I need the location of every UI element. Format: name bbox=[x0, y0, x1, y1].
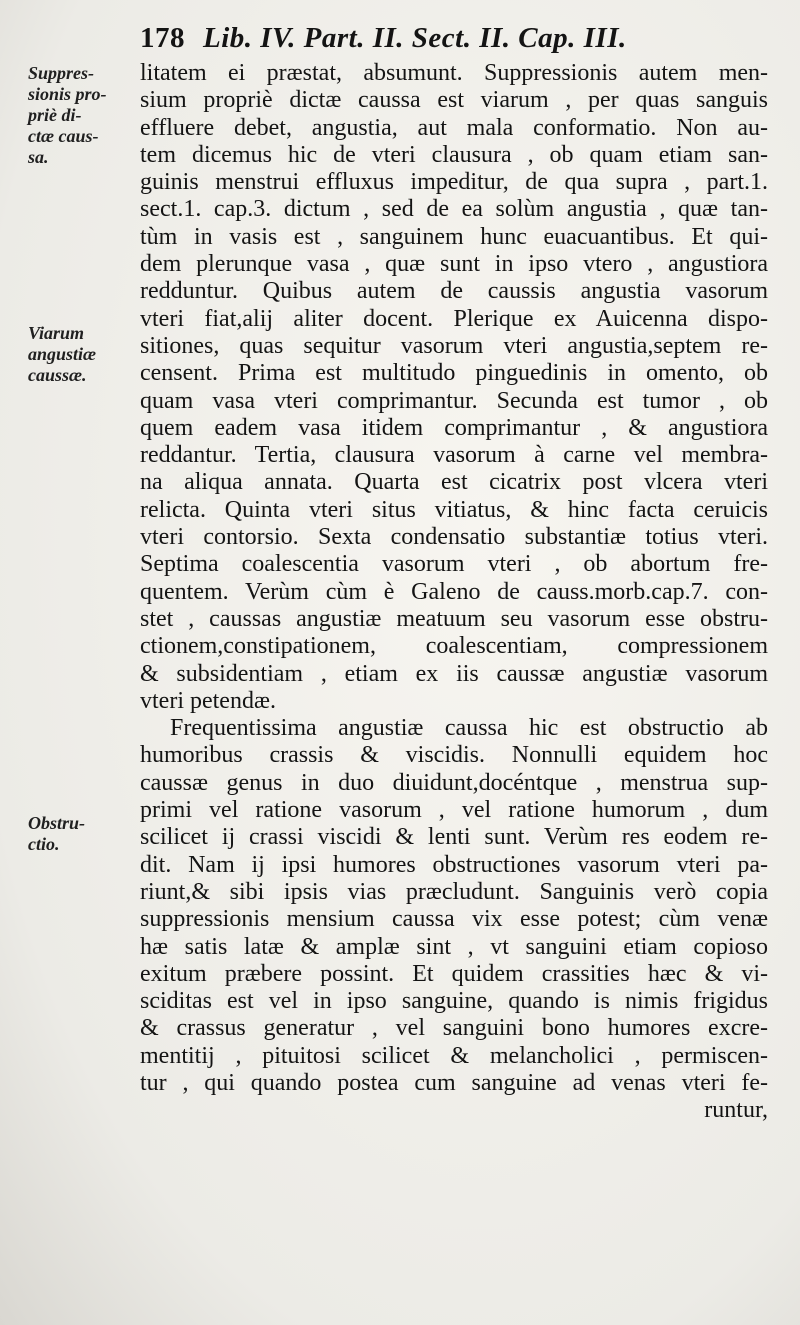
text-line: suppressionis mensium caussa vix esse potest; cùm venæ bbox=[140, 906, 768, 933]
text-line: tur , qui quando postea cum sanguine ad venas vteri fe- bbox=[140, 1069, 768, 1096]
text-line: mentitij , pituitosi scilicet & melancholici , permiscen- bbox=[140, 1042, 768, 1069]
marginal-note-line: sa. bbox=[28, 147, 49, 167]
marginal-note-line: Suppres- bbox=[28, 63, 95, 83]
text-line: sitiones, quas sequitur vasorum vteri angustia,septem re- bbox=[140, 332, 768, 359]
text-line: & subsidentiam , etiam ex iis caussæ angustiæ vasorum bbox=[140, 660, 768, 687]
running-header bbox=[140, 22, 780, 55]
text-line: caussæ genus in duo diuidunt,docéntque , menstrua sup- bbox=[140, 769, 768, 796]
text-line: vteri fiat,alij aliter docent. Plerique ex Auicenna dispo- bbox=[140, 305, 768, 332]
text-line: riunt,& sibi ipsis vias præcludunt. Sanguinis verò copia bbox=[140, 878, 768, 905]
text-line: quem eadem vasa itidem comprimantur , & angustiora bbox=[140, 414, 768, 441]
marginal-note-line: caussæ. bbox=[28, 365, 87, 385]
text-line: Frequentissima angustiæ caussa hic est obstructio ab bbox=[170, 715, 768, 742]
text-line: censent. Prima est multitudo pinguedinis in omento, ob bbox=[140, 360, 768, 387]
text-line: dem plerunque vasa , quæ sunt in ipso vtero , angustiora bbox=[140, 251, 768, 278]
marginal-note-line: angustiæ bbox=[28, 344, 97, 364]
running-head-title: Lib. IV. Part. II. Sect. II. Cap. III. bbox=[203, 22, 627, 54]
text-line: na aliqua annata. Quarta est cicatrix post vlcera vteri bbox=[140, 469, 768, 496]
text-line: humoribus crassis & viscidis. Nonnulli equidem hoc bbox=[140, 742, 768, 769]
text-line: stet , caussas angustiæ meatuum seu vasorum esse obstru- bbox=[140, 605, 768, 632]
marginal-note-obstruction bbox=[28, 813, 128, 855]
marginal-note-line: Obstru- bbox=[28, 813, 86, 833]
marginal-note-line: ctæ caus- bbox=[28, 126, 99, 146]
text-line: primi vel ratione vasorum , vel ratione humorum , dum bbox=[140, 797, 768, 824]
text-line: quam vasa vteri comprimantur. Secunda est tumor , ob bbox=[140, 387, 768, 414]
text-line: scilicet ij crassi viscidi & lenti sunt. Verùm res eodem re- bbox=[140, 824, 768, 851]
text-line: sect.1. cap.3. dictum , sed de ea solùm angustia , quæ tan- bbox=[140, 196, 768, 223]
text-line: sciditas est vel in ipso sanguine, quando is nimis frigidus bbox=[140, 988, 768, 1015]
marginal-note-line: ctio. bbox=[28, 834, 60, 854]
marginal-note-suppression bbox=[28, 63, 128, 168]
text-line: sium propriè dictæ caussa est viarum , per quas sanguis bbox=[140, 87, 768, 114]
text-line: & crassus generatur , vel sanguini bono humores excre- bbox=[140, 1015, 768, 1042]
text-line: dit. Nam ij ipsi humores obstructiones vasorum vteri pa- bbox=[140, 851, 768, 878]
text-line: tem dicemus hic de vteri clausura , ob quam etiam san- bbox=[140, 141, 768, 168]
page-number: 178 bbox=[140, 22, 185, 54]
text-line: exitum præbere possint. Et quidem crassities hæc & vi- bbox=[140, 960, 768, 987]
text-line: vteri contorsio. Sexta condensatio substantiæ totius vteri. bbox=[140, 524, 768, 551]
text-line: relicta. Quinta vteri situs vitiatus, & hinc facta ceruicis bbox=[140, 496, 768, 523]
text-line: vteri petendæ. bbox=[140, 687, 276, 714]
text-line: Septima coalescentia vasorum vteri , ob abortum fre- bbox=[140, 551, 768, 578]
text-line: tùm in vasis est , sanguinem hunc euacuantibus. Et qui- bbox=[140, 223, 768, 250]
main-text bbox=[140, 60, 768, 1125]
text-line: ctionem,constipationem, coalescentiam, compressionem bbox=[140, 633, 768, 660]
marginal-note-line: priè di- bbox=[28, 105, 82, 125]
text-line: redduntur. Quibus autem de caussis angustia vasorum bbox=[140, 278, 768, 305]
text-line: litatem ei præstat, absumunt. Suppressionis autem men- bbox=[140, 60, 768, 86]
text-line: runtur, bbox=[704, 1097, 768, 1124]
text-line: hæ satis latæ & amplæ sint , vt sanguini etiam copioso bbox=[140, 933, 768, 960]
text-line: effluere debet, angustia, aut mala conformatio. Non au- bbox=[140, 114, 768, 141]
text-line: guinis menstrui effluxus impeditur, de qua supra , part.1. bbox=[140, 169, 768, 196]
text-line: quentem. Verùm cùm è Galeno de causs.morb.cap.7. con- bbox=[140, 578, 768, 605]
marginal-note-line: Viarum bbox=[28, 323, 85, 343]
marginal-note-causes bbox=[28, 323, 128, 386]
text-line: reddantur. Tertia, clausura vasorum à carne vel membra- bbox=[140, 442, 768, 469]
marginal-note-line: sionis pro- bbox=[28, 84, 107, 104]
